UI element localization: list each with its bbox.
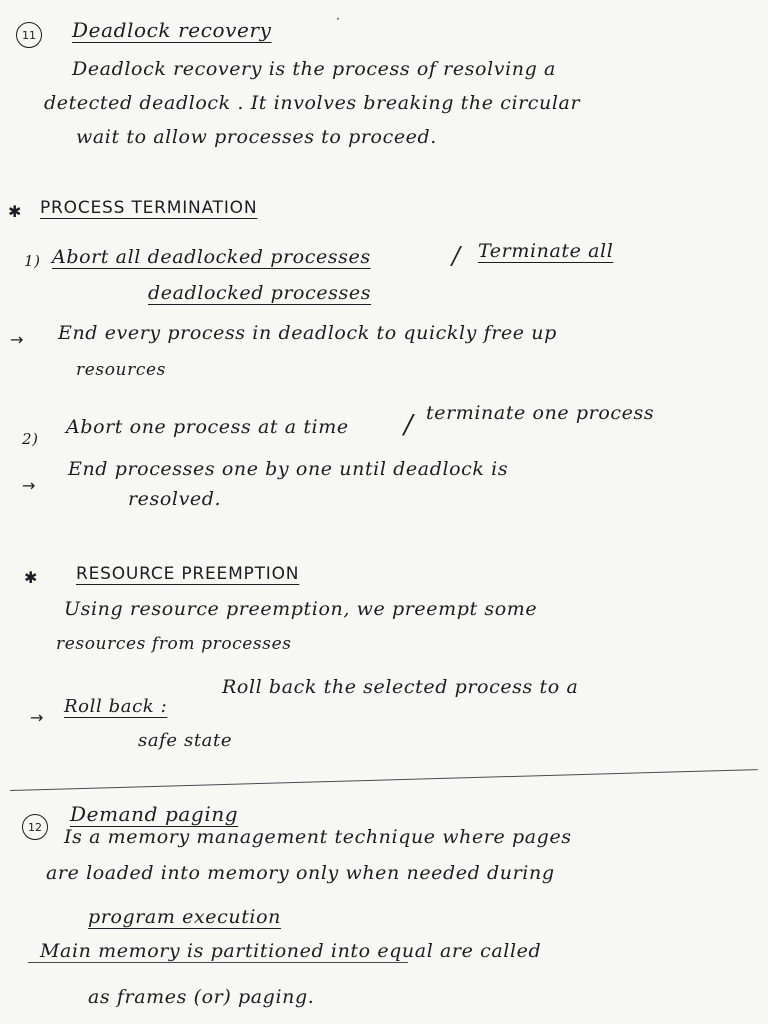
section-divider (28, 962, 408, 963)
item-number: 1) (24, 252, 41, 270)
arrow-icon: → (22, 476, 36, 495)
paragraph-line: are loaded into memory only when needed during (46, 862, 555, 884)
item1-title-alt-cont: deadlocked processes (148, 282, 372, 304)
star-bullet-icon: ✱ (8, 202, 22, 221)
paragraph-line: detected deadlock . It involves breaking the circular (44, 92, 581, 114)
item2-description-cont: resolved. (128, 488, 222, 510)
heading-resource-preemption: RESOURCE PREEMPTION (76, 564, 300, 584)
item1-title-alt: Terminate all (478, 240, 614, 262)
paragraph-line: Main memory is partitioned into equal are called (40, 940, 542, 962)
paragraph-line: resources from processes (56, 634, 292, 654)
arrow-icon: → (10, 330, 24, 349)
item1-description: End every process in deadlock to quickly free up (58, 322, 557, 344)
paragraph-line: Using resource preemption, we preempt some (64, 598, 538, 620)
section-title-demand-paging: Demand paging (70, 802, 239, 826)
rollback-text-cont: safe state (138, 730, 233, 751)
paragraph-line: Deadlock recovery is the process of resolving a (72, 58, 556, 80)
item1-title: Abort all deadlocked processes (52, 246, 371, 268)
item1-description-cont: resources (76, 360, 166, 380)
item2-description: End processes one by one until deadlock is (68, 458, 509, 480)
rollback-text: Roll back the selected process to a (222, 676, 579, 698)
item-number: 2) (22, 430, 39, 448)
section-divider (10, 769, 758, 791)
paragraph-line: wait to allow processes to proceed. (76, 126, 437, 148)
section-title-deadlock-recovery: Deadlock recovery (72, 18, 272, 42)
star-bullet-icon: ✱ (24, 568, 38, 587)
item2-title-alt: terminate one process (426, 402, 655, 424)
paragraph-line: program execution (88, 906, 281, 928)
dot-mark: · (336, 12, 340, 26)
paragraph-line: Is a memory management technique where pages (64, 826, 572, 848)
item2-title: Abort one process at a time (66, 416, 349, 438)
item2-separator: / (404, 410, 414, 440)
rollback-label: Roll back : (64, 696, 168, 717)
arrow-icon: → (30, 708, 44, 727)
section-number-12: 12 (22, 814, 48, 840)
section-number-11: 11 (16, 22, 42, 48)
heading-process-termination: PROCESS TERMINATION (40, 198, 258, 218)
paragraph-line: as frames (or) paging. (88, 986, 315, 1008)
item1-separator: / (452, 242, 461, 270)
